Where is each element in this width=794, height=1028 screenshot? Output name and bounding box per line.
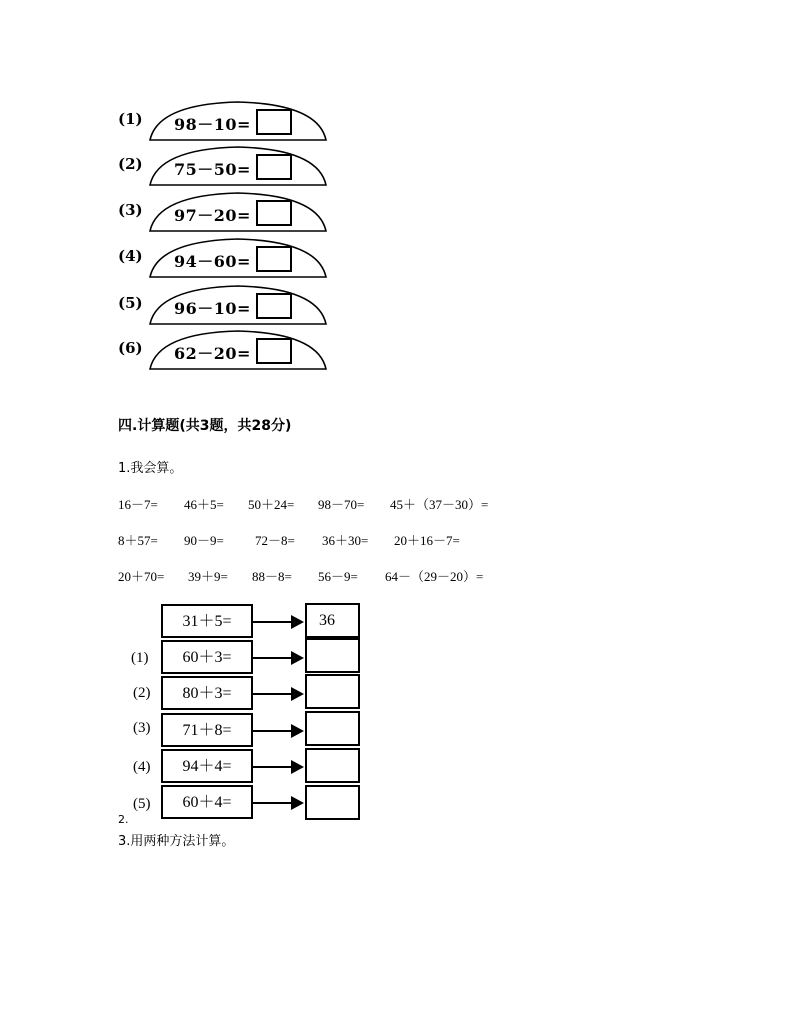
arrow-icon (253, 684, 305, 704)
calc-item: 46＋5= (184, 497, 224, 512)
answer-box[interactable] (305, 638, 360, 673)
equation-text: 96－10= (174, 299, 251, 318)
question-2-label: 2. (118, 813, 129, 826)
item-number: (5) (118, 294, 143, 312)
row-label: (5) (133, 796, 151, 812)
answer-box[interactable] (305, 674, 360, 709)
calc-item: 98－70= (318, 497, 365, 512)
dome-item-6 (118, 329, 338, 369)
answer-box[interactable] (305, 785, 360, 820)
dome-item-4 (118, 237, 338, 277)
calc-item: 50＋24= (248, 497, 295, 512)
row-label: (1) (131, 650, 149, 666)
item-number: (6) (118, 339, 143, 357)
calc-item: 8＋57= (118, 533, 158, 548)
row-label: (4) (133, 759, 151, 775)
arrow-icon (253, 648, 305, 668)
row-label: (2) (133, 685, 151, 701)
equation-text: 94－60= (174, 252, 251, 271)
calc-item: 39＋9= (188, 569, 228, 584)
table-expression: 60＋4= (161, 785, 253, 819)
calc-item: 88－8= (252, 569, 292, 584)
answer-box[interactable] (305, 711, 360, 746)
item-number: (4) (118, 247, 143, 265)
dome-item-5 (118, 284, 338, 324)
equation-text: 62－20= (174, 344, 251, 363)
dome-item-2 (118, 145, 338, 185)
arrow-icon (253, 612, 305, 632)
answer-box[interactable] (305, 748, 360, 783)
dome-item-1 (118, 100, 338, 140)
example-expression: 31＋5= (161, 604, 253, 638)
dome-item-3 (118, 191, 338, 231)
answer-box[interactable] (256, 154, 292, 180)
question-3-title: 3.用两种方法计算。 (118, 834, 235, 849)
section-heading: 四.计算题(共3题，共28分) (118, 418, 292, 434)
calc-item: 90－9= (184, 533, 224, 548)
item-number: (2) (118, 155, 143, 173)
arrow-icon (253, 757, 305, 777)
answer-box[interactable] (256, 338, 292, 364)
equation-text: 98－10= (174, 115, 251, 134)
calc-item: 72－8= (255, 533, 295, 548)
table-expression: 94＋4= (161, 749, 253, 783)
answer-box[interactable] (256, 246, 292, 272)
item-number: (3) (118, 201, 143, 219)
calc-item: 45＋（37－30）= (390, 497, 489, 512)
calc-item: 36＋30= (322, 533, 369, 548)
item-number: (1) (118, 110, 143, 128)
question-1-title: 1.我会算。 (118, 461, 183, 476)
table-expression: 71＋8= (161, 713, 253, 747)
answer-box[interactable] (256, 200, 292, 226)
table-expression: 80＋3= (161, 676, 253, 710)
calc-item: 20＋16－7= (394, 533, 460, 548)
calc-item: 16－7= (118, 497, 158, 512)
equation-text: 75－50= (174, 160, 251, 179)
calc-item: 20＋70= (118, 569, 165, 584)
equation-text: 97－20= (174, 206, 251, 225)
calc-item: 56－9= (318, 569, 358, 584)
row-label: (3) (133, 720, 151, 736)
arrow-icon (253, 793, 305, 813)
table-expression: 60＋3= (161, 640, 253, 674)
arrow-icon (253, 721, 305, 741)
answer-box[interactable] (256, 109, 292, 135)
answer-box[interactable] (256, 293, 292, 319)
example-answer: 36 (305, 603, 360, 638)
calc-item: 64－（29－20）= (385, 569, 484, 584)
